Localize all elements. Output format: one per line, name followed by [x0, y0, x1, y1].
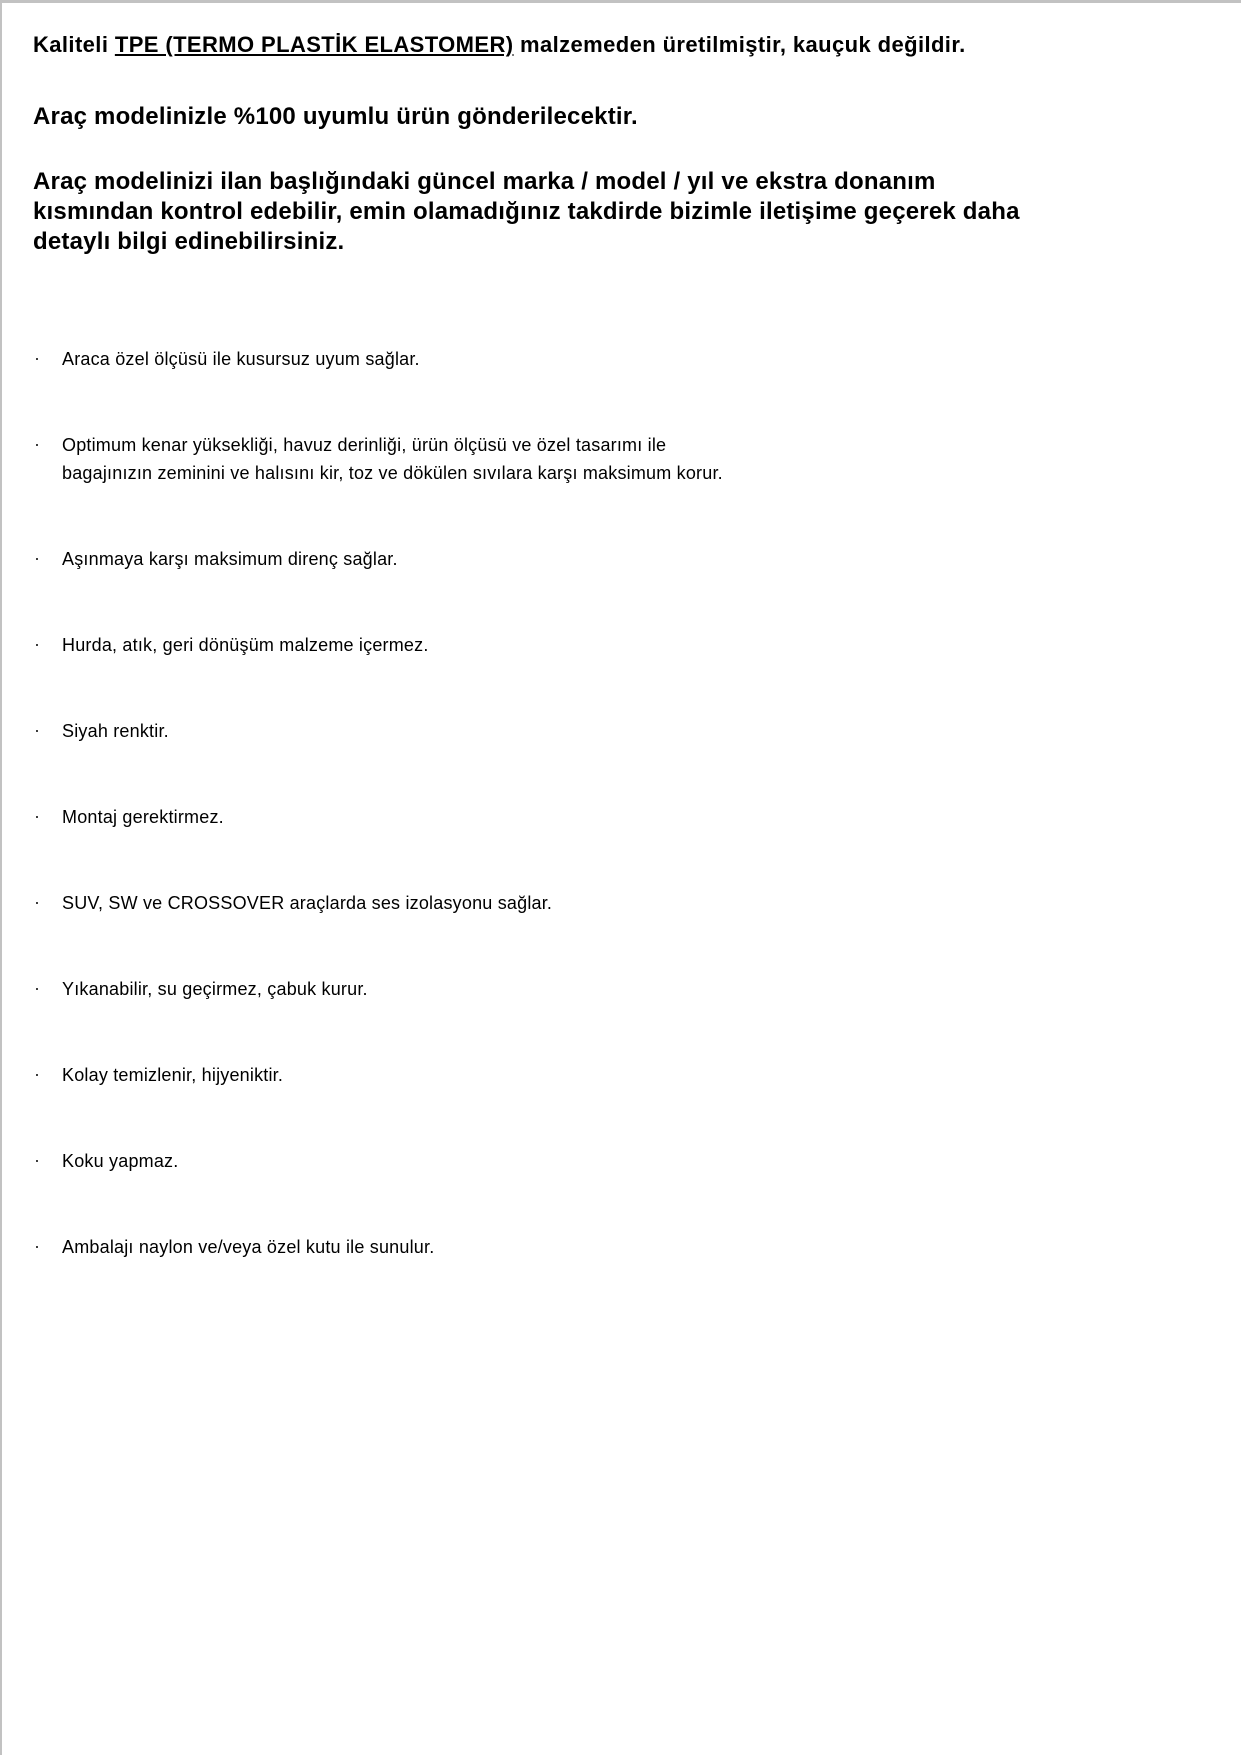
list-item — [33, 1061, 1201, 1089]
bullet-marker: · — [34, 434, 41, 454]
material-name-underlined: TPE (TERMO PLASTİK ELASTOMER) — [114, 32, 514, 57]
bullet-marker: · — [34, 978, 41, 998]
bullet-marker: · — [34, 1150, 41, 1170]
bullet-marker: · — [34, 1064, 41, 1084]
list-item-text: Kolay temizlenir, hijyeniktir. — [62, 1065, 284, 1085]
list-item — [33, 717, 1201, 745]
list-item-text: SUV, SW ve CROSSOVER araçlarda ses izolasyonu sağlar. — [62, 893, 553, 913]
material-heading — [33, 31, 1201, 59]
list-item — [33, 975, 1201, 1003]
material-heading-suffix: malzemeden üretilmiştir, kauçuk değildir. — [513, 32, 966, 57]
list-item — [33, 631, 1201, 659]
list-item-line-2: bagajınızın zeminini ve halısını kir, toz ve dökülen sıvılara karşı maksimum korur. — [62, 463, 723, 483]
model-check-line-2: kısmından kontrol edebilir, emin olamadığınız takdirde bizimle iletişime geçerek daha — [33, 198, 1020, 225]
bullet-marker: · — [34, 548, 41, 568]
list-item-text: Ambalajı naylon ve/veya özel kutu ile sunulur. — [62, 1237, 435, 1257]
list-item — [33, 1147, 1201, 1175]
list-item-text: Siyah renktir. — [62, 721, 169, 741]
list-item — [33, 345, 1201, 373]
list-item — [33, 803, 1201, 831]
model-check-line-3: detaylı bilgi edinebilirsiniz. — [33, 228, 345, 255]
compatibility-heading: Araç modelinizle %100 uyumlu ürün gönderilecektir. — [33, 103, 638, 130]
list-item — [33, 545, 1201, 573]
bullet-marker: · — [34, 1236, 41, 1256]
list-item — [33, 889, 1201, 917]
bullet-marker: · — [34, 720, 41, 740]
model-check-line-1: Araç modelinizi ilan başlığındaki güncel marka / model / yıl ve ekstra donanım — [33, 168, 936, 195]
bullet-marker: · — [34, 348, 41, 368]
bullet-marker: · — [34, 634, 41, 654]
list-item-text: Hurda, atık, geri dönüşüm malzeme içermez. — [62, 635, 429, 655]
list-item-text: Aşınmaya karşı maksimum direnç sağlar. — [62, 549, 398, 569]
model-check-paragraph — [33, 167, 1201, 257]
material-heading-prefix: Kaliteli — [33, 32, 115, 57]
list-item — [33, 1233, 1201, 1261]
list-item-text: Araca özel ölçüsü ile kusursuz uyum sağlar. — [62, 349, 420, 369]
list-item-text: Yıkanabilir, su geçirmez, çabuk kurur. — [62, 979, 368, 999]
list-item-text — [62, 431, 1201, 487]
list-item-text: Koku yapmaz. — [62, 1151, 179, 1171]
list-item — [33, 431, 1201, 487]
feature-list — [33, 345, 1201, 1261]
bullet-marker: · — [34, 892, 41, 912]
list-item-text: Montaj gerektirmez. — [62, 807, 224, 827]
bullet-marker: · — [34, 806, 41, 826]
list-item-line-1: Optimum kenar yüksekliği, havuz derinliği, ürün ölçüsü ve özel tasarımı ile — [62, 435, 667, 455]
